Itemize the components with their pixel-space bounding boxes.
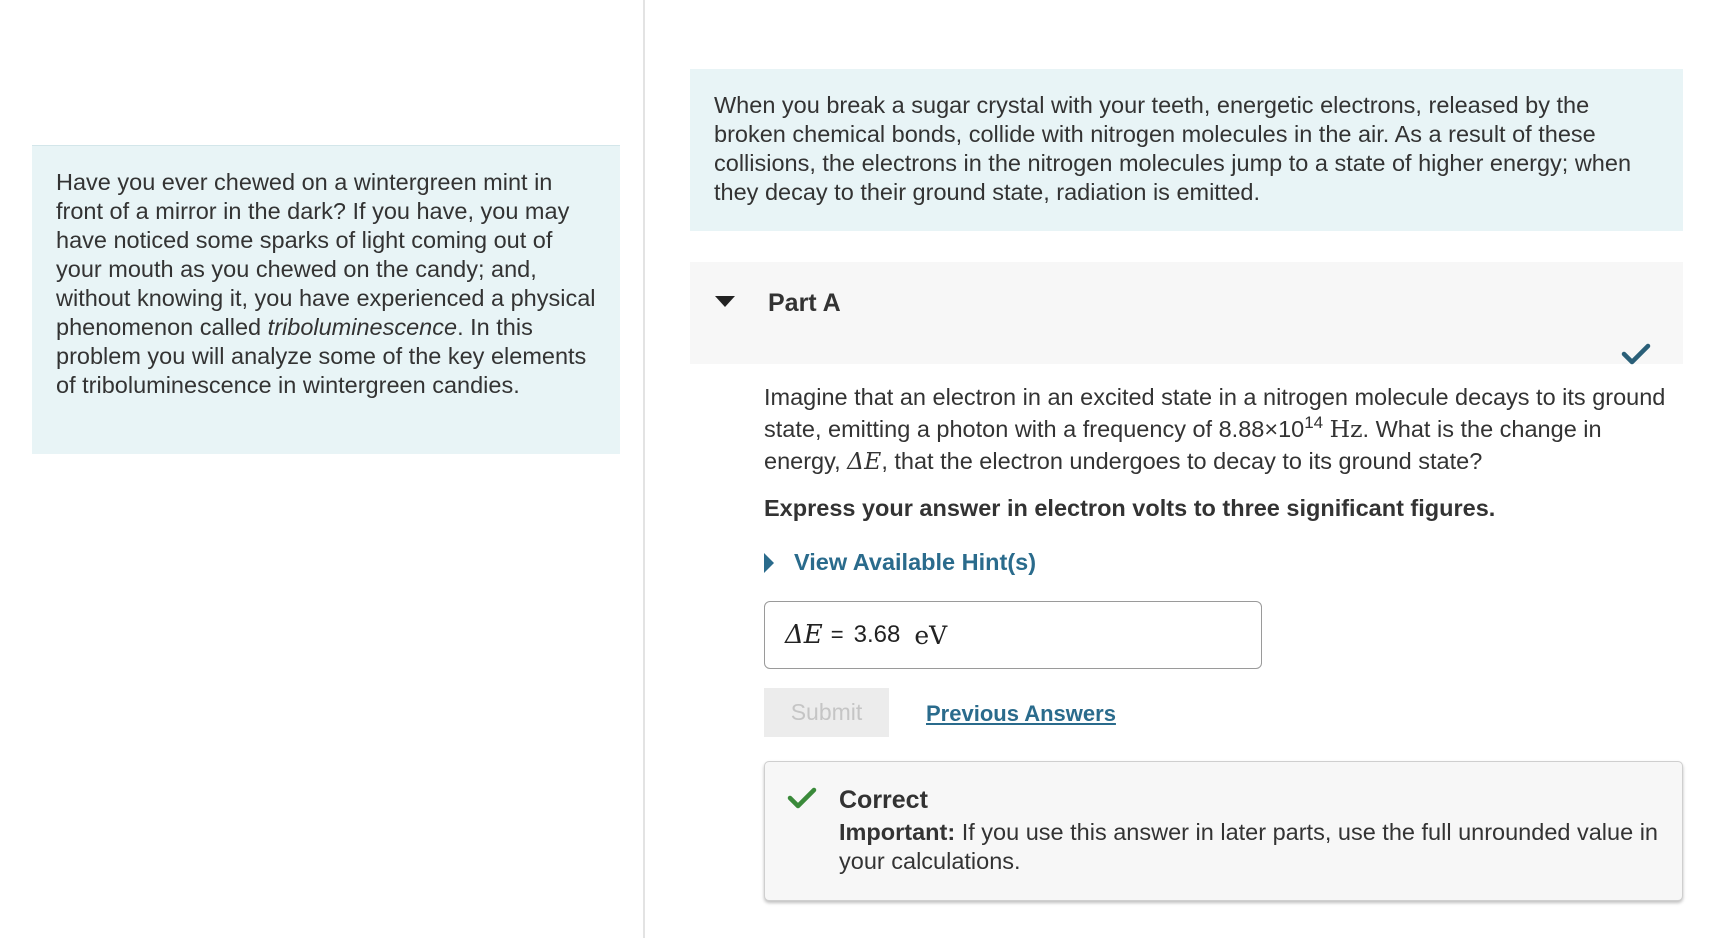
part-a-header[interactable]	[690, 262, 1683, 364]
previous-answers-link[interactable]: Previous Answers	[926, 701, 1116, 726]
context-text: When you break a sugar crystal with your teeth, energetic electrons, released by the broken chemical bonds, collide with nitrogen molecules in the air. As a result of these collisions, the electrons in the nitrogen molecules jump to a state of higher energy; when they decay to their ground state, radiation is emitted.	[714, 92, 1632, 205]
answer-equals: =	[830, 622, 844, 647]
question-part-2: . What is the change in energy,	[764, 416, 1602, 474]
answer-instruction: Express your answer in electron volts to three significant figures.	[764, 495, 1496, 521]
intro-emphasis: triboluminescence	[267, 314, 458, 340]
answer-unit: eV	[914, 620, 948, 650]
part-title: Part A	[768, 289, 841, 317]
feedback-text: If you use this answer in later parts, use the full unrounded value in your calculations.	[839, 819, 1658, 874]
part-complete-check-icon	[1621, 342, 1651, 366]
right-pane	[645, 0, 1714, 938]
question-part-1: Imagine that an electron in an excited state in a nitrogen molecule decays to its ground state, emitting a photon with a frequency of 8.88×10	[764, 384, 1666, 442]
feedback-box	[764, 761, 1683, 901]
correct-check-icon	[787, 786, 817, 810]
answer-input[interactable]	[764, 601, 1262, 669]
hz-unit: Hz	[1329, 415, 1363, 443]
frequency-exponent: 14	[1304, 413, 1324, 433]
hints-caret-icon[interactable]	[764, 553, 774, 573]
question-part-3: , that the electron undergoes to decay to its ground state?	[881, 448, 1483, 474]
context-box	[690, 69, 1683, 231]
question-text	[764, 381, 1684, 477]
view-hints-toggle[interactable]	[764, 549, 1036, 576]
hints-label[interactable]: View Available Hint(s)	[794, 549, 1037, 575]
feedback-important-label: Important:	[839, 819, 956, 845]
collapse-caret-icon[interactable]	[715, 296, 735, 307]
intro-text-after: . In this problem you will analyze some of the key elements of triboluminescence in wintergreen candies.	[56, 314, 587, 398]
answer-lhs: ΔE	[785, 620, 823, 650]
intro-text-before: Have you ever chewed on a wintergreen mint in front of a mirror in the dark? If you have, you may have noticed some sparks of light coming out of your mouth as you chewed on the candy; and, without knowing it, you have experienced a physical phenomenon called	[56, 169, 596, 340]
feedback-title: Correct	[839, 786, 928, 814]
delta-e-symbol: ΔE	[847, 447, 882, 475]
intro-box	[32, 145, 620, 454]
feedback-message	[839, 818, 1659, 876]
left-pane	[0, 0, 643, 938]
submit-button[interactable]: Submit	[764, 688, 889, 737]
answer-value[interactable]: 3.68	[853, 621, 901, 648]
